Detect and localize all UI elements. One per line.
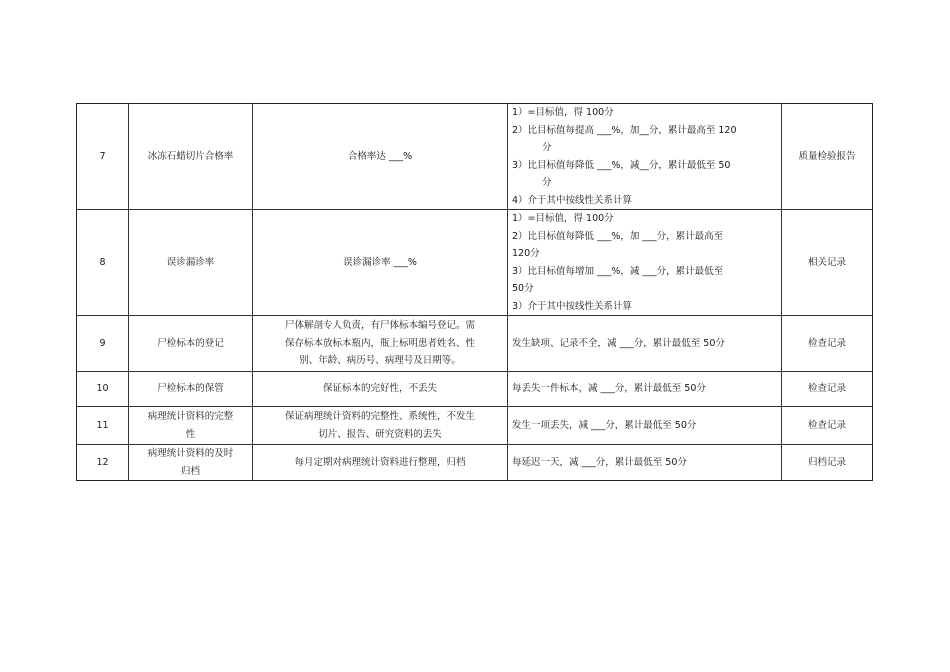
row-item [129, 407, 253, 445]
scoring-line: 120分 [512, 248, 540, 259]
scoring-line: 分 [542, 142, 552, 153]
standard-line: 每月定期对病理统计资料进行整理，归档 [294, 456, 466, 468]
row-standard [253, 104, 508, 210]
row-number: 12 [77, 445, 129, 481]
scoring-line: 3）比目标值每增加 ___%，减 ___分，累计最低至 [512, 265, 724, 277]
scoring-line: 1）=目标值，得 100分 [512, 213, 614, 224]
row-source: 相关记录 [782, 210, 873, 316]
scoring-line: 分 [542, 177, 552, 188]
scoring-line: 每丢失一件标本，减 ___分，累计最低至 50分 [512, 383, 706, 395]
scoring-line: 50分 [512, 283, 534, 294]
standard-line: 保证标本的完好性，不丢失 [322, 383, 437, 395]
row-item: 尸检标本的登记 [129, 316, 253, 372]
scoring-line: 发生缺项、记录不全，减 ___分，累计最低至 50分 [512, 337, 725, 349]
row-source: 检查记录 [782, 372, 873, 407]
row-scoring [508, 210, 782, 316]
row-source: 归档记录 [782, 445, 873, 481]
scoring-line: 3）介于其中按线性关系计算 [512, 300, 633, 312]
scoring-line: 4）介于其中按线性关系计算 [512, 194, 633, 206]
table-row [77, 104, 873, 210]
table-row [77, 316, 873, 372]
row-scoring [508, 316, 782, 372]
scoring-line: 3）比目标值每降低 ___%，减__分，累计最低至 50 [512, 159, 731, 171]
standard-line: 合格率达 ___% [347, 150, 413, 162]
item-line: 性 [185, 428, 196, 440]
standard-line: 尸体解剖专人负责，有尸体标本编号登记。需 [284, 320, 475, 332]
table-row [77, 407, 873, 445]
standard-line: 保存标本放标本瓶内，瓶上标明患者姓名、性 [284, 337, 475, 349]
row-item [129, 445, 253, 481]
row-standard [253, 210, 508, 316]
row-scoring [508, 407, 782, 445]
row-scoring [508, 372, 782, 407]
row-number: 10 [77, 372, 129, 407]
item-line: 病理统计资料的完整 [147, 411, 234, 422]
item-line: 归档 [180, 465, 200, 477]
row-source: 质量检验报告 [782, 104, 873, 210]
row-source: 检查记录 [782, 316, 873, 372]
scoring-line: 1）=目标值，得 100分 [512, 107, 614, 118]
row-number: 11 [77, 407, 129, 445]
row-standard [253, 445, 508, 481]
row-source: 检查记录 [782, 407, 873, 445]
standard-line: 切片、报告、研究资料的丢失 [318, 428, 442, 440]
assessment-table [76, 103, 873, 481]
scoring-line: 2）比目标值每提高 ___%，加__分，累计最高至 120 [512, 124, 737, 136]
row-item: 误诊漏诊率 [129, 210, 253, 316]
table-row [77, 210, 873, 316]
scoring-line: 2）比目标值每降低 ___%，加 ___分，累计最高至 [512, 230, 724, 242]
row-number: 9 [77, 316, 129, 372]
row-standard [253, 372, 508, 407]
standard-line: 保证病理统计资料的完整性、系统性，不发生 [284, 411, 475, 422]
row-number: 8 [77, 210, 129, 316]
row-standard [253, 407, 508, 445]
row-scoring [508, 104, 782, 210]
table-row [77, 445, 873, 481]
row-number: 7 [77, 104, 129, 210]
scoring-line: 每延迟一天，减 ___分，累计最低至 50分 [512, 456, 687, 468]
row-standard [253, 316, 508, 372]
item-line: 病理统计资料的及时 [147, 448, 234, 459]
row-scoring [508, 445, 782, 481]
standard-line: 误诊漏诊率 ___% [343, 256, 417, 268]
standard-line: 别、年龄、病历号、病理号及日期等。 [299, 355, 461, 367]
scoring-line: 发生一项丢失，减 ___分，累计最低至 50分 [512, 419, 697, 431]
table-row [77, 372, 873, 407]
row-item: 冰冻石蜡切片合格率 [129, 104, 253, 210]
row-item: 尸检标本的保管 [129, 372, 253, 407]
